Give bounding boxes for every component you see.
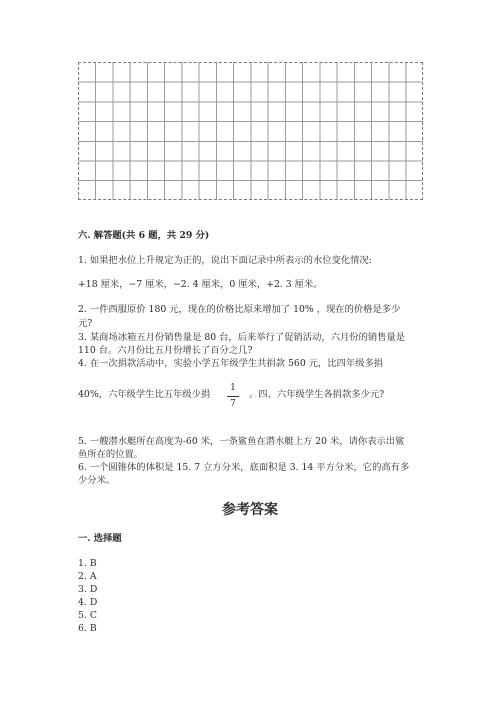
question-5-text-cont: 鱼所在的位置。 xyxy=(78,449,144,460)
answer-item: 6. B xyxy=(78,623,97,634)
fraction-bar xyxy=(227,396,239,397)
answer-item: 1. B xyxy=(78,558,97,569)
section-heading: 六. 解答题(共 6 题，共 29 分) xyxy=(78,230,210,241)
question-4-fraction xyxy=(227,383,239,410)
answer-item: 2. A xyxy=(78,571,97,582)
question-1-text: 1. 如果把水位上升规定为正的，说出下面记录中所表示的水位变化情况: xyxy=(78,255,372,266)
question-2-text-cont: 元? xyxy=(78,318,93,329)
answer-key-title: 参考答案 xyxy=(222,502,278,518)
question-6-text: 6. 一个圆锥体的体积是 15. 7 立方分米，底面积是 3. 14 平方分米，它的高有多 xyxy=(78,462,410,473)
question-4-text-cont-b: 。四、六年级学生各捐款多少元? xyxy=(249,389,385,400)
fraction-denominator: 7 xyxy=(230,399,236,409)
question-2-text: 2. 一件西服原价 180 元，现在的价格比原来增加了 10% ，现在的价格是多少 xyxy=(78,304,401,315)
answer-item: 5. C xyxy=(78,610,97,621)
question-3-text-cont: 110 台。六月份比五月份增长了百分之几? xyxy=(78,345,253,356)
answer-item: 4. D xyxy=(78,597,98,608)
answer-item: 3. D xyxy=(78,584,98,595)
answer-section-heading: 一. 选择题 xyxy=(78,533,122,544)
question-4-text: 4. 在一次捐款活动中，实验小学五年级学生共捐款 560 元，比四年级多捐 xyxy=(78,358,384,369)
question-3-text: 3. 某商场冰箱五月份销售量是 80 台，后来举行了促销活动，六月份的销售量是 xyxy=(78,332,406,343)
writing-grid xyxy=(78,62,423,200)
question-4-text-cont-a: 40%，六年级学生比五年级少捐 xyxy=(78,389,211,400)
question-1-values: +18 厘米，−7 厘米，−2. 4 厘米，0 厘米，+2. 3 厘米。 xyxy=(78,279,323,290)
question-6-text-cont: 少分米。 xyxy=(78,475,116,486)
fraction-numerator: 1 xyxy=(230,383,236,393)
question-5-text: 5. 一艘潜水艇所在高度为-60 米，一条鲨鱼在潜水艇上方 20 米，请你表示出鲨 xyxy=(78,436,405,447)
